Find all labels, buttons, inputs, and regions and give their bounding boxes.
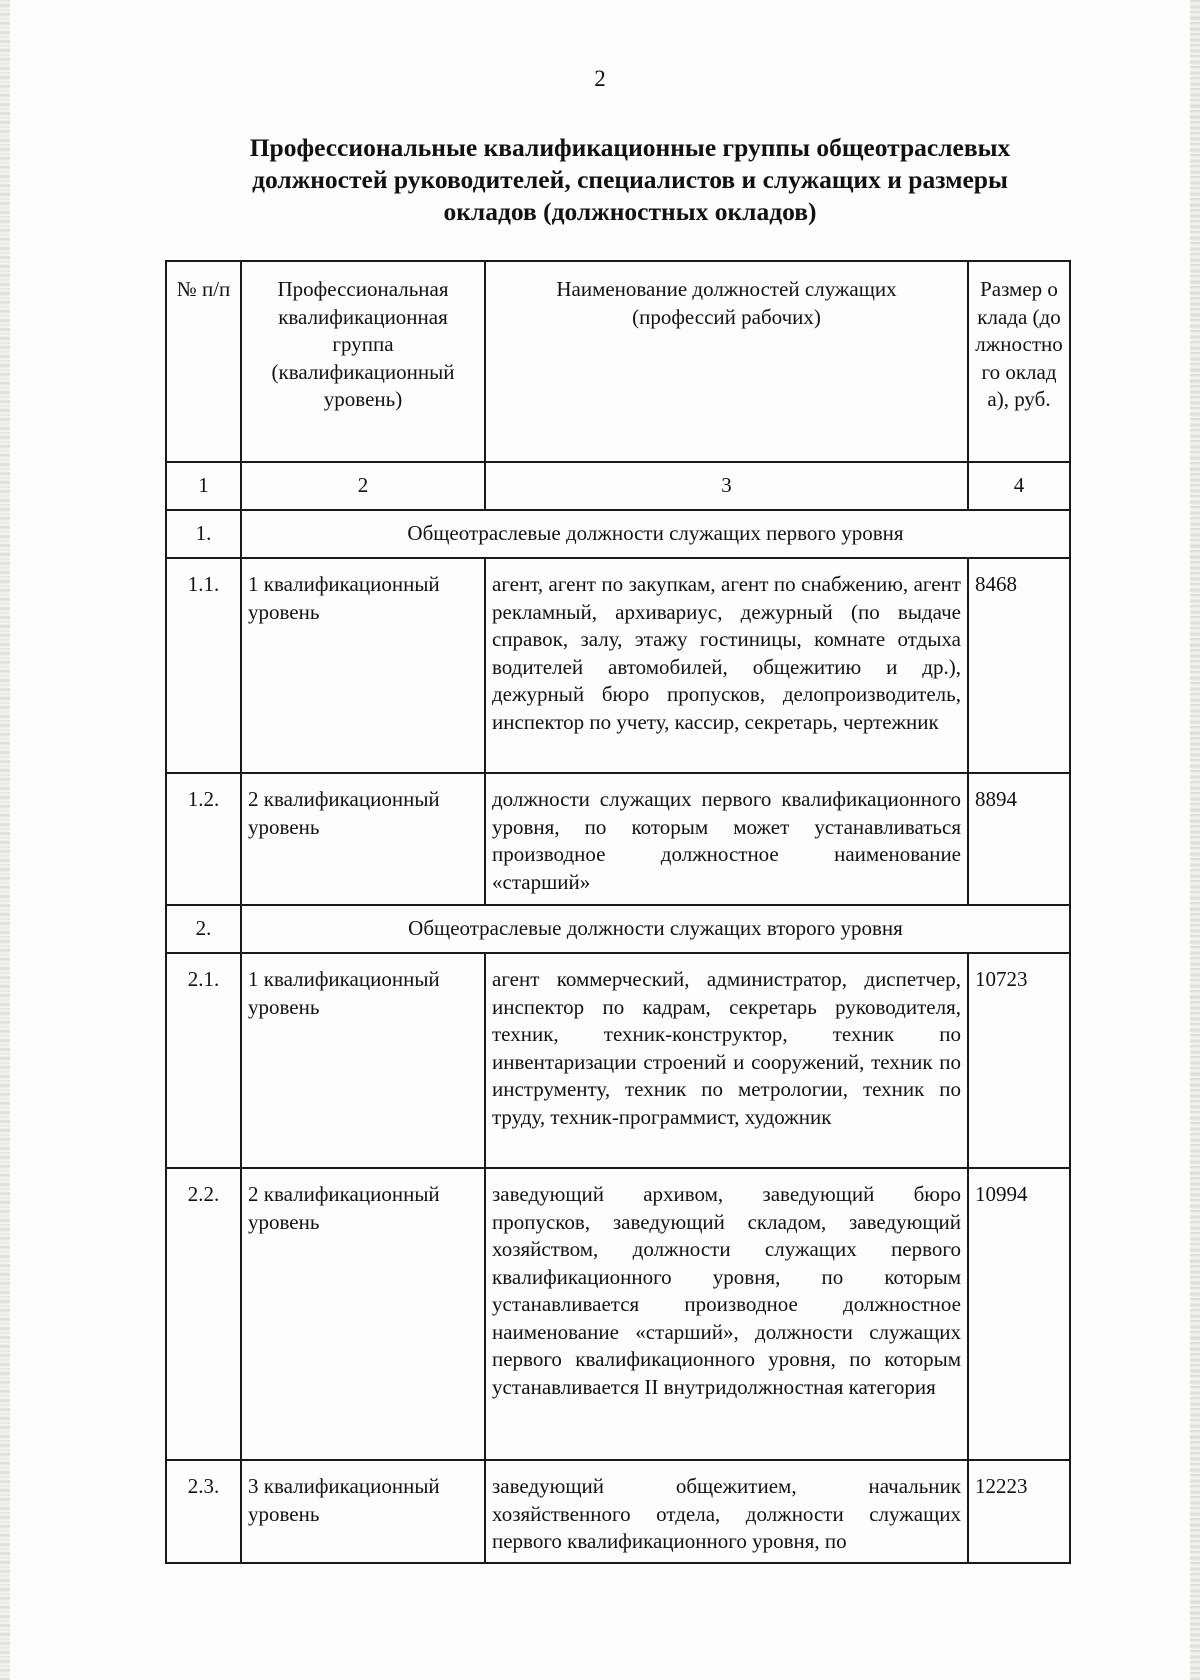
section-number: 1. [166,510,241,558]
header-positions: Наименование должностей служащих (профессий рабочих) [485,261,968,462]
salary-value: 8468 [968,558,1070,773]
position-names: заведующий архивом, заведующий бюро пропусков, заведующий складом, заведующий хозяйством, должности служащих первого квалификационного уровня, по которым устанавливается производное должностное наименование «старший», должности служащих первого квалификационного уровня, по которым устанавливается II внутридолжностная категория [485,1168,968,1460]
title-line: окладов (должностных окладов) [443,197,817,226]
table-row [166,1460,1070,1563]
column-number: 3 [485,462,968,510]
page-number: 2 [594,66,606,91]
qualification-level: 3 квалификационный уровень [241,1460,485,1563]
document-title [180,132,1080,228]
row-number: 2.2. [166,1168,241,1460]
table-row [166,773,1070,905]
salary-value: 8894 [968,773,1070,905]
row-number: 1.1. [166,558,241,773]
row-number: 2.1. [166,953,241,1168]
position-names: заведующий общежитием, начальник хозяйственного отдела, должности служащих первого квалификационного уровня, по [485,1460,968,1563]
section-row [166,510,1070,558]
column-number: 4 [968,462,1070,510]
scan-edge-left [0,0,10,1680]
salary-value: 10723 [968,953,1070,1168]
header-salary: Размер оклада (должностного оклада), руб. [968,261,1070,462]
position-names: должности служащих первого квалификационного уровня, по которым может устанавливаться производное должностное наименование «старший» [485,773,968,905]
table-row [166,953,1070,1168]
section-row [166,905,1070,953]
qualification-level: 1 квалификационный уровень [241,953,485,1168]
column-number: 2 [241,462,485,510]
table-header-row [166,261,1070,462]
qualification-level: 2 квалификационный уровень [241,773,485,905]
column-numbers-row [166,462,1070,510]
header-number: № п/п [166,261,241,462]
section-number: 2. [166,905,241,953]
table-row [166,1168,1070,1460]
row-number: 1.2. [166,773,241,905]
title-line: Профессиональные квалификационные группы общеотраслевых [249,133,1011,162]
section-title: Общеотраслевые должности служащих второго уровня [241,905,1070,953]
table-row [166,558,1070,773]
section-title: Общеотраслевые должности служащих первого уровня [241,510,1070,558]
scan-edge-right [1190,0,1200,1680]
salary-value: 12223 [968,1460,1070,1563]
qualification-level: 1 квалификационный уровень [241,558,485,773]
position-names: агент, агент по закупкам, агент по снабжению, агент рекламный, архивариус, дежурный (по выдаче справок, залу, этажу гостиницы, комнате отдыха водителей автомобилей, общежитию и др.), дежурный бюро пропусков, делопроизводитель, инспектор по учету, кассир, секретарь, чертежник [485,558,968,773]
header-group: Профессиональная квалификационная группа (квалификационный уровень) [241,261,485,462]
position-names: агент коммерческий, администратор, диспетчер, инспектор по кадрам, секретарь руководителя, техник, техник-конструктор, техник по инвентаризации строений и сооружений, техник по инструменту, техник по метрологии, техник по труду, техник-программист, художник [485,953,968,1168]
qualification-level: 2 квалификационный уровень [241,1168,485,1460]
column-number: 1 [166,462,241,510]
title-line: должностей руководителей, специалистов и служащих и размеры [252,165,1008,194]
salary-table [165,260,1071,1564]
salary-value: 10994 [968,1168,1070,1460]
row-number: 2.3. [166,1460,241,1563]
